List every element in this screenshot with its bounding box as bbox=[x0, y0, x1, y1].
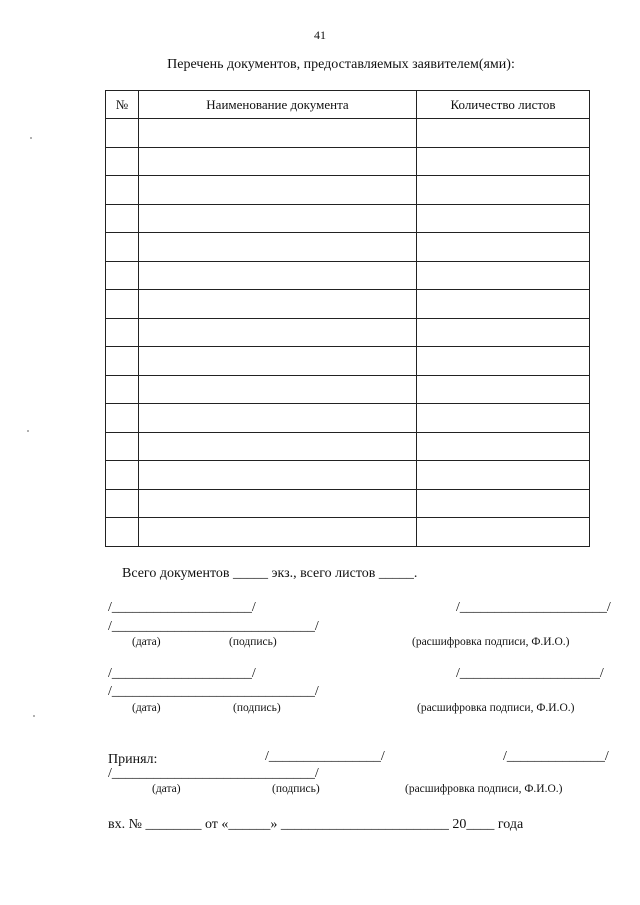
column-header-number: № bbox=[106, 91, 139, 119]
table-row bbox=[106, 176, 590, 205]
document-list-heading: Перечень документов, предоставляемых заявителем(ями): bbox=[167, 57, 515, 72]
cell-document-name[interactable] bbox=[139, 489, 417, 518]
table-row bbox=[106, 119, 590, 148]
cell-sheet-count[interactable] bbox=[417, 147, 590, 176]
caption-signature: (подпись) bbox=[229, 636, 277, 648]
caption-date: (дата) bbox=[152, 783, 181, 795]
scan-speck bbox=[27, 430, 29, 432]
caption-signature: (подпись) bbox=[272, 783, 320, 795]
cell-sheet-count[interactable] bbox=[417, 204, 590, 233]
cell-number[interactable] bbox=[106, 119, 139, 148]
column-header-sheet-count: Количество листов bbox=[417, 91, 590, 119]
cell-number[interactable] bbox=[106, 489, 139, 518]
caption-signature: (подпись) bbox=[233, 702, 281, 714]
totals-line: Всего документов _____ экз., всего листов _____. bbox=[122, 566, 418, 581]
cell-sheet-count[interactable] bbox=[417, 347, 590, 376]
column-header-document-name: Наименование документа bbox=[139, 91, 417, 119]
table-row bbox=[106, 404, 590, 433]
cell-document-name[interactable] bbox=[139, 204, 417, 233]
cell-sheet-count[interactable] bbox=[417, 119, 590, 148]
cell-document-name[interactable] bbox=[139, 318, 417, 347]
table-row bbox=[106, 461, 590, 490]
cell-document-name[interactable] bbox=[139, 261, 417, 290]
table-row bbox=[106, 518, 590, 547]
cell-document-name[interactable] bbox=[139, 375, 417, 404]
table-row bbox=[106, 432, 590, 461]
cell-sheet-count[interactable] bbox=[417, 461, 590, 490]
cell-number[interactable] bbox=[106, 233, 139, 262]
cell-sheet-count[interactable] bbox=[417, 290, 590, 319]
table-row bbox=[106, 318, 590, 347]
cell-document-name[interactable] bbox=[139, 290, 417, 319]
table-row bbox=[106, 489, 590, 518]
signature-line-name[interactable]: /____________________/ bbox=[456, 666, 604, 681]
table-body bbox=[106, 119, 590, 547]
caption-full-name: (расшифровка подписи, Ф.И.О.) bbox=[405, 783, 563, 795]
table-row bbox=[106, 375, 590, 404]
signature-line-name[interactable]: /_____________________/ bbox=[456, 600, 611, 615]
scan-speck bbox=[30, 137, 32, 139]
table-row bbox=[106, 347, 590, 376]
accepted-signature-line[interactable]: /________________/ bbox=[265, 749, 385, 764]
cell-sheet-count[interactable] bbox=[417, 233, 590, 262]
cell-number[interactable] bbox=[106, 318, 139, 347]
cell-number[interactable] bbox=[106, 404, 139, 433]
table-row bbox=[106, 147, 590, 176]
cell-number[interactable] bbox=[106, 518, 139, 547]
table-header-row bbox=[106, 91, 590, 119]
cell-document-name[interactable] bbox=[139, 518, 417, 547]
cell-document-name[interactable] bbox=[139, 404, 417, 433]
cell-number[interactable] bbox=[106, 347, 139, 376]
cell-sheet-count[interactable] bbox=[417, 404, 590, 433]
table-row bbox=[106, 204, 590, 233]
accepted-label: Принял: bbox=[108, 752, 158, 767]
cell-number[interactable] bbox=[106, 147, 139, 176]
cell-sheet-count[interactable] bbox=[417, 176, 590, 205]
cell-number[interactable] bbox=[106, 261, 139, 290]
table-row bbox=[106, 261, 590, 290]
signature-line-date[interactable]: /_____________________________/ bbox=[108, 619, 319, 634]
cell-number[interactable] bbox=[106, 432, 139, 461]
caption-full-name: (расшифровка подписи, Ф.И.О.) bbox=[412, 636, 570, 648]
cell-sheet-count[interactable] bbox=[417, 318, 590, 347]
table-row bbox=[106, 233, 590, 262]
signature-line-date[interactable]: /_____________________________/ bbox=[108, 684, 319, 699]
cell-document-name[interactable] bbox=[139, 119, 417, 148]
accepted-name-line[interactable]: /______________/ bbox=[503, 749, 609, 764]
cell-sheet-count[interactable] bbox=[417, 432, 590, 461]
cell-number[interactable] bbox=[106, 375, 139, 404]
caption-full-name: (расшифровка подписи, Ф.И.О.) bbox=[417, 702, 575, 714]
cell-number[interactable] bbox=[106, 461, 139, 490]
registration-line[interactable]: вх. № ________ от «______» ________________________ 20____ года bbox=[108, 817, 524, 832]
page-number: 41 bbox=[314, 28, 326, 42]
documents-table bbox=[105, 90, 590, 547]
accepted-date-line[interactable]: /_____________________________/ bbox=[108, 766, 319, 781]
cell-number[interactable] bbox=[106, 176, 139, 205]
cell-number[interactable] bbox=[106, 204, 139, 233]
cell-document-name[interactable] bbox=[139, 176, 417, 205]
cell-document-name[interactable] bbox=[139, 347, 417, 376]
cell-sheet-count[interactable] bbox=[417, 489, 590, 518]
cell-sheet-count[interactable] bbox=[417, 375, 590, 404]
cell-sheet-count[interactable] bbox=[417, 518, 590, 547]
caption-date: (дата) bbox=[132, 702, 161, 714]
cell-document-name[interactable] bbox=[139, 461, 417, 490]
scan-speck bbox=[33, 715, 35, 717]
cell-number[interactable] bbox=[106, 290, 139, 319]
cell-sheet-count[interactable] bbox=[417, 261, 590, 290]
cell-document-name[interactable] bbox=[139, 147, 417, 176]
cell-document-name[interactable] bbox=[139, 432, 417, 461]
table-row bbox=[106, 290, 590, 319]
caption-date: (дата) bbox=[132, 636, 161, 648]
signature-line-date-sign[interactable]: /____________________/ bbox=[108, 600, 256, 615]
cell-document-name[interactable] bbox=[139, 233, 417, 262]
signature-line-date-sign[interactable]: /____________________/ bbox=[108, 666, 256, 681]
